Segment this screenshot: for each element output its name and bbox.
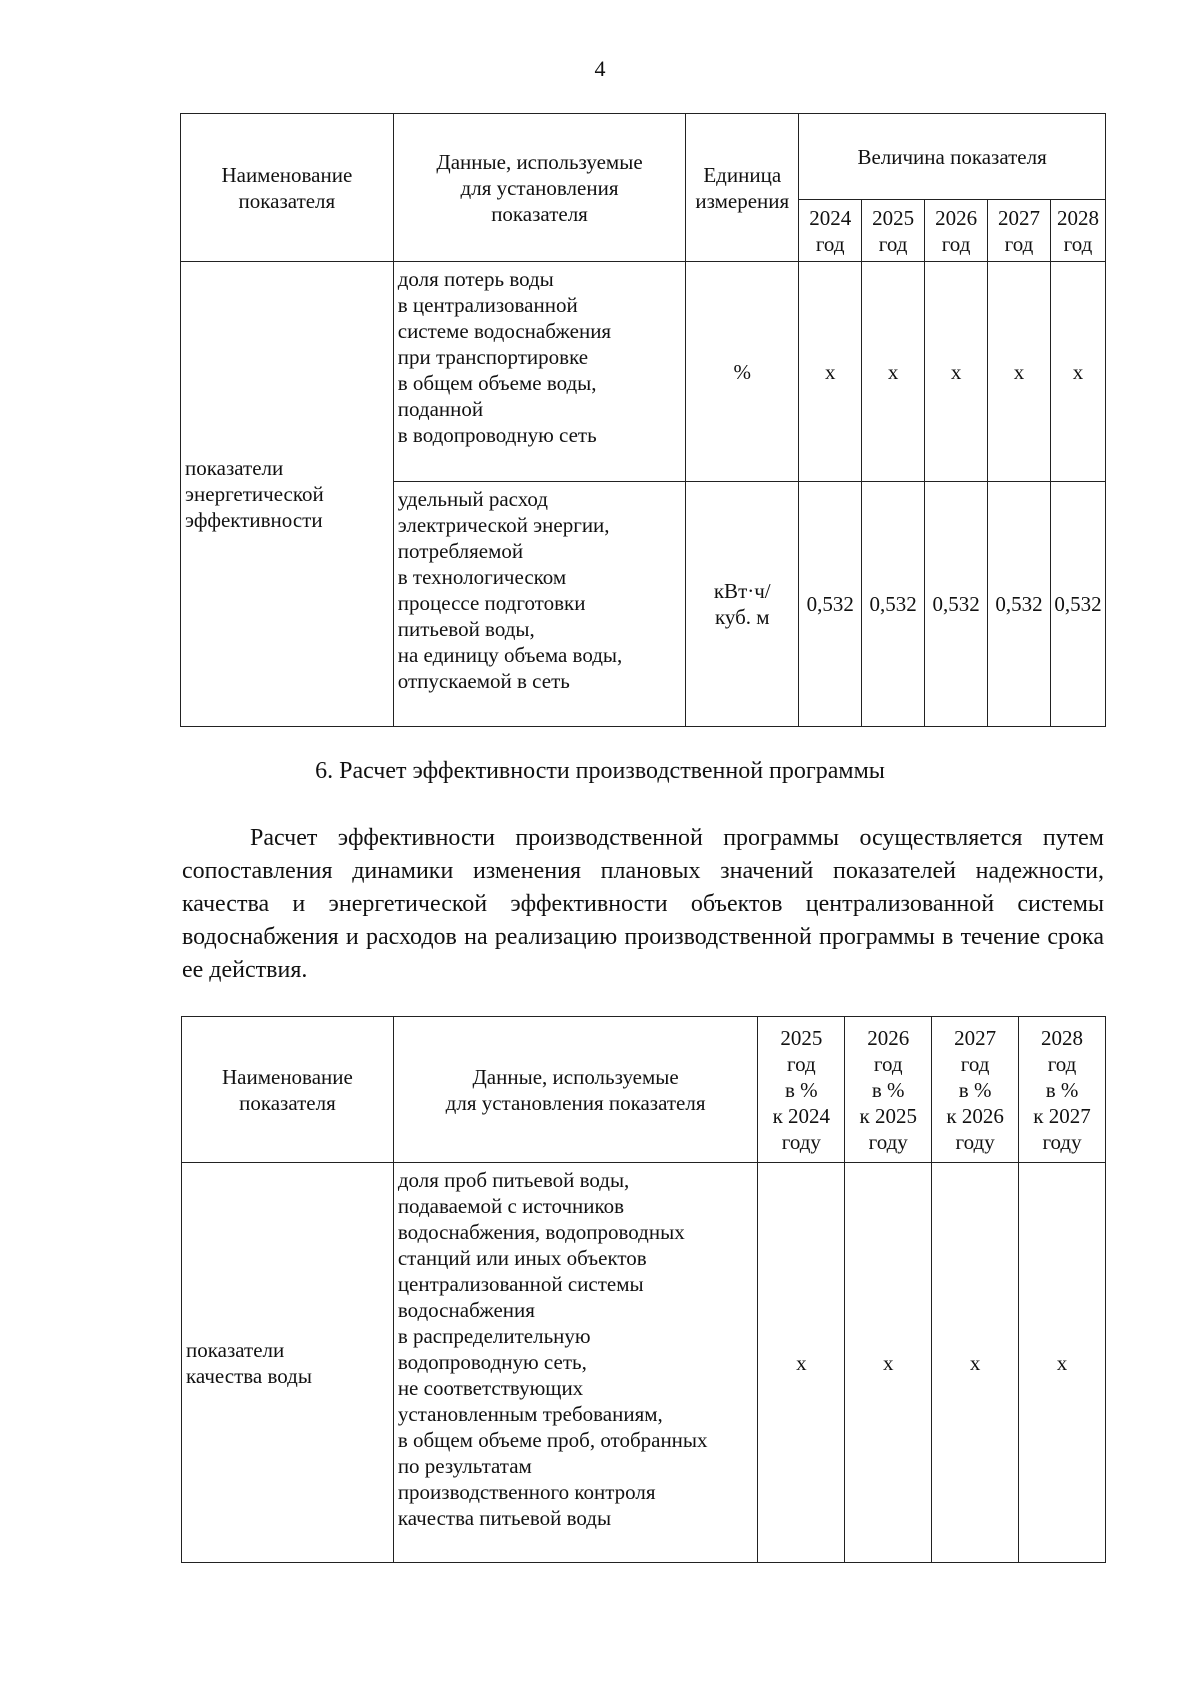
- header-unit: Единица измерения: [686, 114, 799, 262]
- row-value: x: [988, 262, 1051, 482]
- row-value: x: [1019, 1163, 1106, 1563]
- row-value: 0,532: [988, 482, 1051, 727]
- section-heading: 6. Расчет эффективности производственной программы: [315, 758, 885, 784]
- row-unit: %: [686, 262, 799, 482]
- header-year: 2025 год: [862, 200, 925, 262]
- water-quality-table: [181, 1016, 1106, 1563]
- header-period: 2027 год в % к 2026 году: [932, 1017, 1019, 1163]
- header-period: 2028 год в % к 2027 году: [1019, 1017, 1106, 1163]
- row-value: 0,532: [1050, 482, 1105, 727]
- row-value: 0,532: [925, 482, 988, 727]
- section-paragraph: Расчет эффективности производственной программы осуществляется путем сопоставления динамики изменения плановых значений показателей надежности, качества и энергетической эффективности объектов централизованной системы водоснабжения и расходов на реализацию производственной программы в течение срока ее действия.: [182, 825, 1104, 983]
- table-row: [182, 1163, 1106, 1563]
- row-unit: кВт·ч/ куб. м: [686, 482, 799, 727]
- header-period: 2026 год в % к 2025 году: [845, 1017, 932, 1163]
- header-year: 2024 год: [799, 200, 862, 262]
- header-year: 2026 год: [925, 200, 988, 262]
- row-value: 0,532: [799, 482, 862, 727]
- header-indicator-name: Наименование показателя: [182, 1017, 394, 1163]
- header-value: Величина показателя: [799, 114, 1106, 200]
- row-data-description: доля проб питьевой воды, подаваемой с источников водоснабжения, водопроводных станций или иных объектов централизованной системы водоснабжения в распределительную водопроводную сеть, не соответствующих установленным требованиям, в общем объеме проб, отобранных по результатам производственного контроля качества питьевой воды: [393, 1163, 758, 1563]
- row-label: показатели качества воды: [182, 1163, 394, 1563]
- group-label: показатели энергетической эффективности: [181, 262, 394, 727]
- header-period: 2025 год в % к 2024 году: [758, 1017, 845, 1163]
- row-value: 0,532: [862, 482, 925, 727]
- row-value: x: [862, 262, 925, 482]
- row-value: x: [799, 262, 862, 482]
- header-indicator-name: Наименование показателя: [181, 114, 394, 262]
- header-data-used: Данные, используемые для установления показателя: [393, 1017, 758, 1163]
- row-value: x: [1050, 262, 1105, 482]
- header-year: 2028 год: [1050, 200, 1105, 262]
- row-value: x: [932, 1163, 1019, 1563]
- row-data-description: доля потерь воды в централизованной системе водоснабжения при транспортировке в общем объеме воды, поданной в водопроводную сеть: [393, 262, 686, 482]
- header-data-used: Данные, используемые для установления показателя: [393, 114, 686, 262]
- row-value: x: [845, 1163, 932, 1563]
- row-value: x: [925, 262, 988, 482]
- table-row: [181, 262, 1106, 482]
- energy-efficiency-table: [180, 113, 1106, 727]
- header-year: 2027 год: [988, 200, 1051, 262]
- row-data-description: удельный расход электрической энергии, потребляемой в технологическом процессе подготовки питьевой воды, на единицу объема воды, отпускаемой в сеть: [393, 482, 686, 727]
- page-number: 4: [594, 56, 606, 81]
- row-value: x: [758, 1163, 845, 1563]
